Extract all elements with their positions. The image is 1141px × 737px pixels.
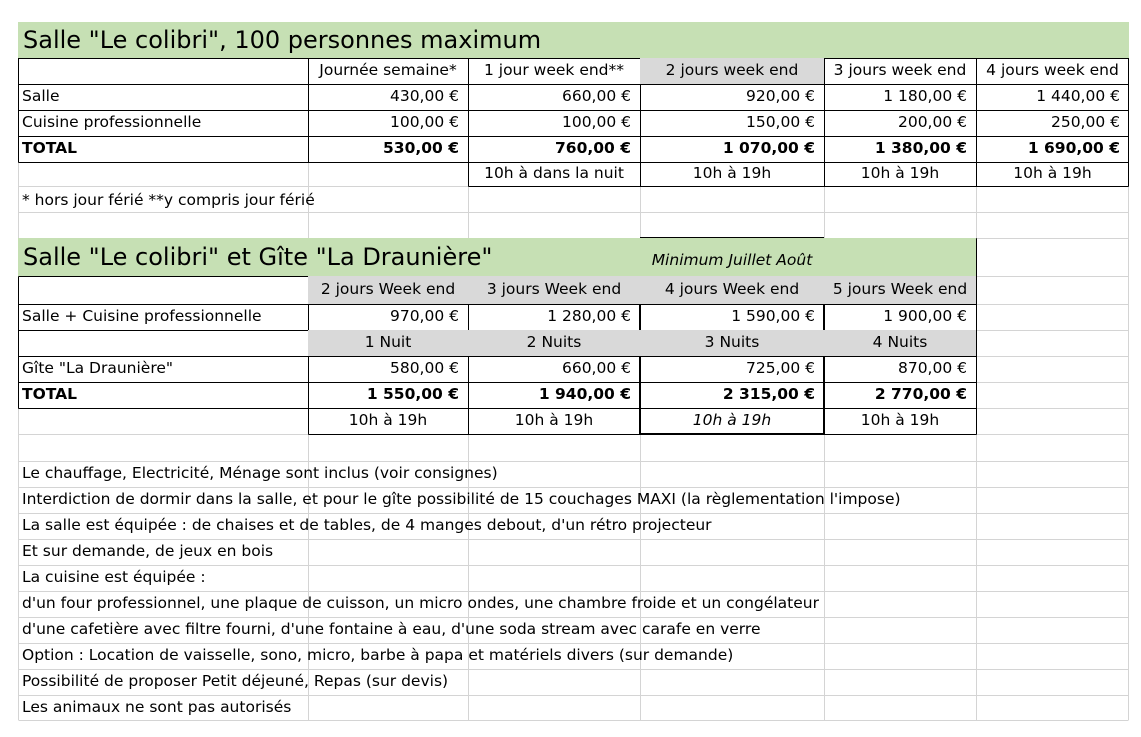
table1-row-label[interactable]: Salle (22, 87, 60, 106)
table1-value-cell[interactable]: 250,00 € (1050, 113, 1120, 132)
table2-nights-cell[interactable]: 4 Nuits (824, 330, 976, 356)
table1-total-label[interactable]: TOTAL (22, 139, 77, 158)
table1-value-cell[interactable]: 100,00 € (389, 113, 459, 132)
table1-header-cell[interactable]: 1 jour week end** (483, 61, 625, 80)
table2-title-filler (824, 238, 976, 276)
table2-title[interactable]: Salle "Le colibri" et Gîte "La Draunière" (18, 238, 640, 276)
table1-header-cell[interactable]: 2 jours week end (640, 58, 824, 84)
table2-total-cell[interactable]: 1 550,00 € (366, 385, 459, 404)
table2-header-cell[interactable]: 4 jours Week end (640, 276, 824, 304)
table1-title[interactable]: Salle "Le colibri", 100 personnes maximum (18, 22, 1129, 58)
table1-header-cell[interactable]: 3 jours week end (833, 61, 967, 80)
table1-row-label[interactable]: Cuisine professionnelle (22, 113, 202, 132)
table2-total-label[interactable]: TOTAL (22, 385, 77, 404)
table2-value-cell[interactable]: 870,00 € (897, 359, 967, 378)
table2-value-cell[interactable]: 1 280,00 € (547, 307, 631, 326)
table2-row-label[interactable]: Salle + Cuisine professionnelle (22, 307, 262, 326)
table2-row-label[interactable]: Gîte "La Draunière" (22, 359, 174, 378)
table2-total-cell[interactable]: 1 940,00 € (538, 385, 631, 404)
table1-value-cell[interactable]: 200,00 € (897, 113, 967, 132)
table2-hours-cell[interactable]: 10h à 19h (860, 411, 940, 430)
table2-value-cell[interactable]: 660,00 € (561, 359, 631, 378)
table1-hours-cell[interactable]: 10h à dans la nuit (484, 164, 624, 183)
table2-header-cell[interactable]: 5 jours Week end (824, 276, 976, 304)
table1-value-cell[interactable]: 920,00 € (745, 87, 815, 106)
note-line[interactable]: La cuisine est équipée : (22, 568, 206, 587)
table2-value-cell[interactable]: 1 900,00 € (883, 307, 967, 326)
table1-total-cell[interactable]: 530,00 € (383, 139, 459, 158)
note-line[interactable]: Les animaux ne sont pas autorisés (22, 697, 292, 716)
note-line[interactable]: Et sur demande, de jeux en bois (22, 542, 274, 561)
table2-header-cell[interactable]: 2 jours Week end (308, 276, 468, 304)
table2-value-cell[interactable]: 725,00 € (745, 359, 815, 378)
table1-hours-cell[interactable]: 10h à 19h (860, 164, 940, 183)
table2-value-cell[interactable]: 1 590,00 € (731, 307, 815, 326)
table2-hours-cell[interactable]: 10h à 19h (348, 411, 428, 430)
table2-value-cell[interactable]: 580,00 € (389, 359, 459, 378)
table1-footnote[interactable]: * hors jour férié **y compris jour férié (22, 190, 315, 209)
table2-header-cell[interactable]: 3 jours Week end (468, 276, 640, 304)
table2-nights-cell[interactable]: 3 Nuits (640, 330, 824, 356)
table1-total-cell[interactable]: 760,00 € (555, 139, 631, 158)
table1-header-cell[interactable]: Journée semaine* (319, 61, 457, 80)
table1-total-cell[interactable]: 1 070,00 € (722, 139, 815, 158)
table1-value-cell[interactable]: 660,00 € (561, 87, 631, 106)
table1-value-cell[interactable]: 430,00 € (389, 87, 459, 106)
table1-value-cell[interactable]: 100,00 € (561, 113, 631, 132)
note-line[interactable]: Interdiction de dormir dans la salle, et pour le gîte possibilité de 15 couchages MAXI (la règlementation l'impose) (22, 490, 901, 509)
table2-hours-cell[interactable]: 10h à 19h (692, 411, 772, 430)
table1-hours-cell[interactable]: 10h à 19h (692, 164, 772, 183)
table2-total-cell[interactable]: 2 770,00 € (874, 385, 967, 404)
table1-total-cell[interactable]: 1 380,00 € (874, 139, 967, 158)
table2-nights-cell[interactable]: 1 Nuit (308, 330, 468, 356)
table1-header-cell[interactable]: 4 jours week end (986, 61, 1119, 80)
note-line[interactable]: Possibilité de proposer Petit déjeuné, Repas (sur devis) (22, 672, 449, 691)
note-line[interactable]: Le chauffage, Electricité, Ménage sont inclus (voir consignes) (22, 464, 498, 483)
table2-value-cell[interactable]: 970,00 € (389, 307, 459, 326)
table2-total-cell[interactable]: 2 315,00 € (722, 385, 815, 404)
note-line[interactable]: La salle est équipée : de chaises et de tables, de 4 manges debout, d'un rétro projecteur (22, 516, 712, 535)
table1-value-cell[interactable]: 1 180,00 € (883, 87, 967, 106)
note-line[interactable]: d'un four professionnel, une plaque de cuisson, un micro ondes, une chambre froide et un congélateur (22, 594, 819, 613)
table2-nights-cell[interactable]: 2 Nuits (468, 330, 640, 356)
table1-total-cell[interactable]: 1 690,00 € (1027, 139, 1120, 158)
table1-value-cell[interactable]: 150,00 € (745, 113, 815, 132)
table1-value-cell[interactable]: 1 440,00 € (1036, 87, 1120, 106)
table2-minimum-note[interactable]: Minimum Juillet Août (640, 238, 824, 276)
table2-hours-cell[interactable]: 10h à 19h (514, 411, 594, 430)
table1-hours-cell[interactable]: 10h à 19h (1013, 164, 1092, 183)
note-line[interactable]: Option : Location de vaisselle, sono, micro, barbe à papa et matériels divers (sur demande) (22, 646, 734, 665)
note-line[interactable]: d'une cafetière avec filtre fourni, d'une fontaine à eau, d'une soda stream avec carafe en verre (22, 620, 761, 639)
